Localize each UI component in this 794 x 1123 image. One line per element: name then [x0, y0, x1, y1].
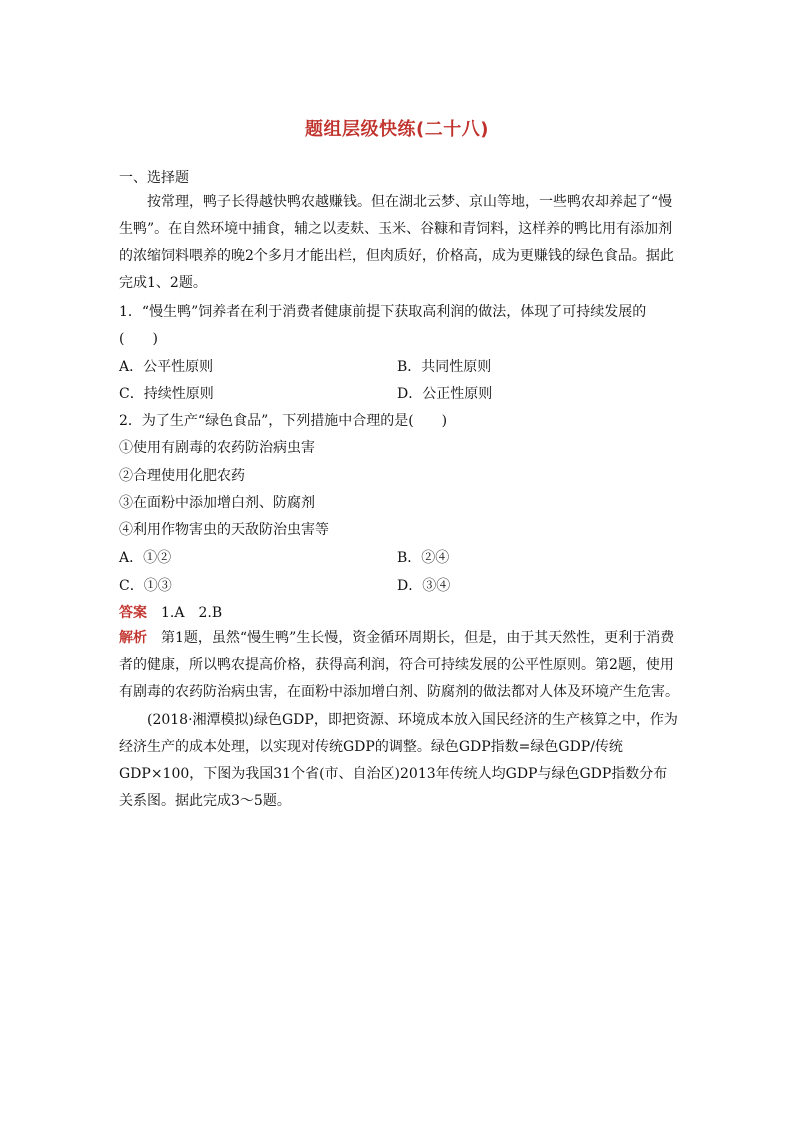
- answer-value: 1.A 2.B: [161, 605, 223, 621]
- q2-option-c: C．①③: [119, 578, 172, 594]
- q2-option-a: A．①②: [119, 550, 172, 566]
- passage-2: (2018·湘潭模拟)绿色GDP，即把资源、环境成本放入国民经济的生产核算之中，作为经济生产的成本处理，以实现对传统GDP的调整。绿色GDP指数=绿色GDP/传统GDP×100，下图为我国31个省(市、自治区)2013年传统人均GDP与绿色GDP指数分布关系图。据此完成3～5题。: [119, 712, 678, 809]
- q1-option-c: C．持续性原则: [119, 386, 214, 402]
- q1-option-b: B．共同性原则: [397, 359, 492, 375]
- analysis-label: 解析: [119, 630, 147, 646]
- question-2-stem: 2．为了生产“绿色食品”，下列措施中合理的是( ): [119, 413, 448, 429]
- q2-option-d: D．③④: [397, 578, 451, 594]
- page-title: 题组层级快练(二十八): [305, 119, 489, 140]
- q2-item-4: ④利用作物害虫的天敌防治虫害等: [119, 522, 329, 538]
- answer-row: [119, 603, 222, 623]
- q1-option-a: A．公平性原则: [119, 359, 214, 375]
- passage-1: 按常理，鸭子长得越快鸭农越赚钱。但在湖北云梦、京山等地，一些鸭农却养起了“慢生鸭”。在自然环境中捕食，辅之以麦麸、玉米、谷糠和青饲料，这样养的鸭比用有添加剂的浓缩饲料喂养的晚2个多月才能出栏，但肉质好，价格高，成为更赚钱的绿色食品。据此完成1、2题。: [119, 194, 674, 291]
- q2-item-1: ①使用有剧毒的农药防治病虫害: [119, 440, 315, 456]
- analysis-text: 第1题，虽然“慢生鸭”生长慢，资金循环周期长，但是，由于其天然性，更利于消费者的健康，所以鸭农提高价格，获得高利润，符合可持续发展的公平性原则。第2题，使用有剧毒的农药防治病虫害，在面粉中添加增白剂、防腐剂的做法都对人体及环境产生危害。: [119, 630, 679, 700]
- section-heading: 一、选择题: [119, 170, 189, 186]
- q2-item-2: ②合理使用化肥农药: [119, 468, 245, 484]
- analysis-block: [119, 625, 679, 706]
- q1-option-d: D．公正性原则: [397, 386, 493, 402]
- q2-item-3: ③在面粉中添加增白剂、防腐剂: [119, 495, 315, 511]
- question-1-bracket: ( ): [119, 331, 158, 347]
- q2-option-b: B．②④: [397, 550, 450, 566]
- answer-label: 答案: [119, 605, 147, 621]
- question-1-stem: 1．“慢生鸭”饲养者在利于消费者健康前提下获取高利润的做法，体现了可持续发展的: [119, 304, 647, 320]
